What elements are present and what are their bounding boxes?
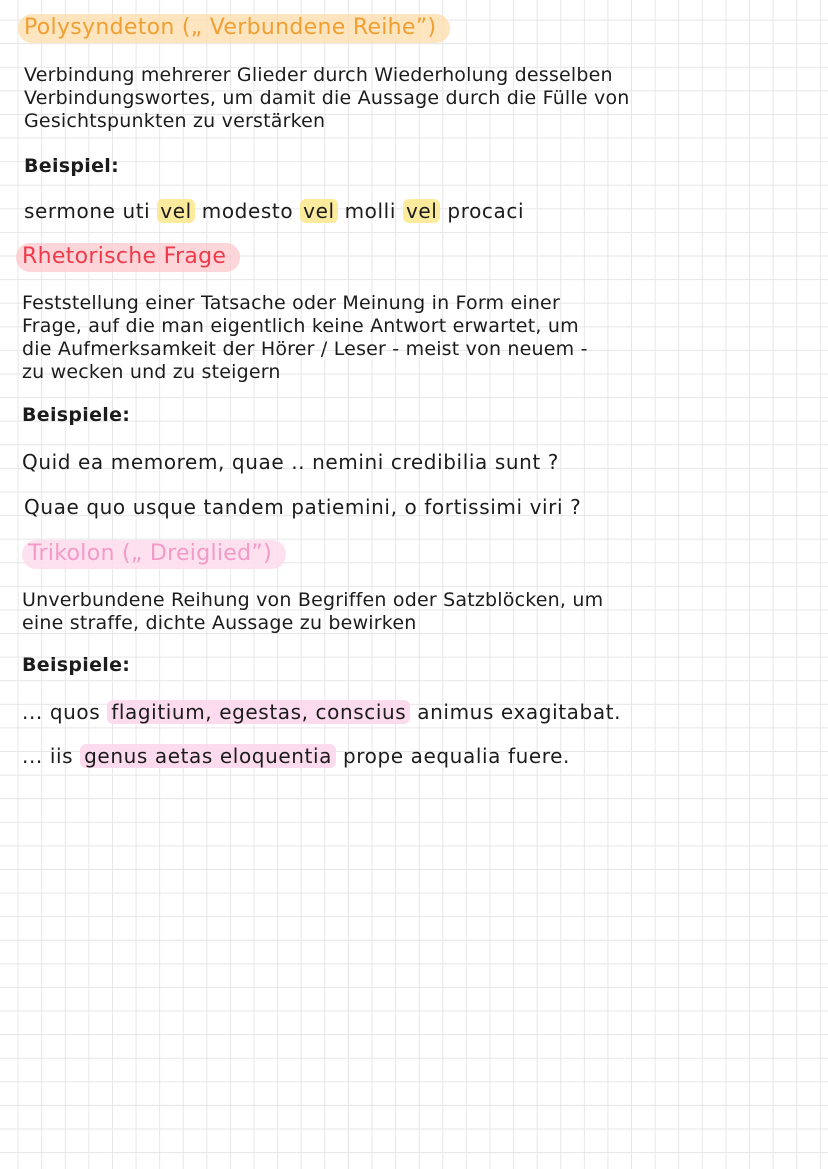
example-rhetorische-frage-1: Quid ea memorem, quae .. nemini credibilia sunt ?	[22, 450, 560, 474]
example-polysyndeton	[24, 199, 524, 223]
example-rhetorische-frage-2: Quae quo usque tandem patiemini, o fortissimi viri ?	[24, 495, 582, 519]
example-label: Beispiele:	[22, 654, 131, 676]
definition-line: Frage, auf die man eigentlich keine Antwort erwartet, um	[22, 315, 579, 337]
highlight-trikolon: flagitium, egestas, conscius	[107, 700, 410, 724]
example-text: molli	[337, 199, 403, 223]
definition-line: Unverbundene Reihung von Begriffen oder Satzblöcken, um	[22, 589, 604, 611]
definition-trikolon	[22, 589, 603, 635]
example-text: ... iis	[22, 744, 81, 768]
example-text: ... quos	[22, 700, 108, 724]
highlight-vel: vel	[300, 199, 338, 223]
example-label: Beispiele:	[22, 404, 131, 426]
definition-line: Verbindungswortes, um damit die Aussage durch die Fülle von	[24, 87, 630, 109]
definition-line: Feststellung einer Tatsache oder Meinung in Form einer	[22, 292, 560, 314]
example-text: animus exagitabat.	[410, 700, 622, 724]
example-text: sermone uti	[24, 199, 158, 223]
example-label: Beispiel:	[24, 155, 120, 177]
example-text: modesto	[194, 199, 301, 223]
definition-line: Gesichtspunkten zu verstärken	[24, 110, 326, 132]
highlight-vel: vel	[403, 199, 441, 223]
heading-rhetorische-frage: Rhetorische Frage	[16, 243, 240, 272]
example-text: procaci	[440, 199, 525, 223]
example-text: prope aequalia fuere.	[336, 744, 571, 768]
definition-line: eine straffe, dichte Aussage zu bewirken	[22, 612, 417, 634]
heading-trikolon: Trikolon („ Dreiglied”)	[22, 540, 286, 569]
definition-line: Verbindung mehrerer Glieder durch Wiederholung desselben	[24, 64, 613, 86]
heading-polysyndeton: Polysyndeton („ Verbundene Reihe”)	[18, 14, 450, 43]
example-trikolon-2	[22, 744, 570, 768]
example-trikolon-1	[22, 700, 621, 724]
definition-rhetorische-frage	[22, 292, 588, 384]
definition-polysyndeton	[24, 64, 630, 133]
highlight-vel: vel	[157, 199, 195, 223]
definition-line: die Aufmerksamkeit der Hörer / Leser - meist von neuem -	[22, 338, 588, 360]
highlight-trikolon: genus aetas eloquentia	[80, 744, 336, 768]
definition-line: zu wecken und zu steigern	[22, 361, 281, 383]
